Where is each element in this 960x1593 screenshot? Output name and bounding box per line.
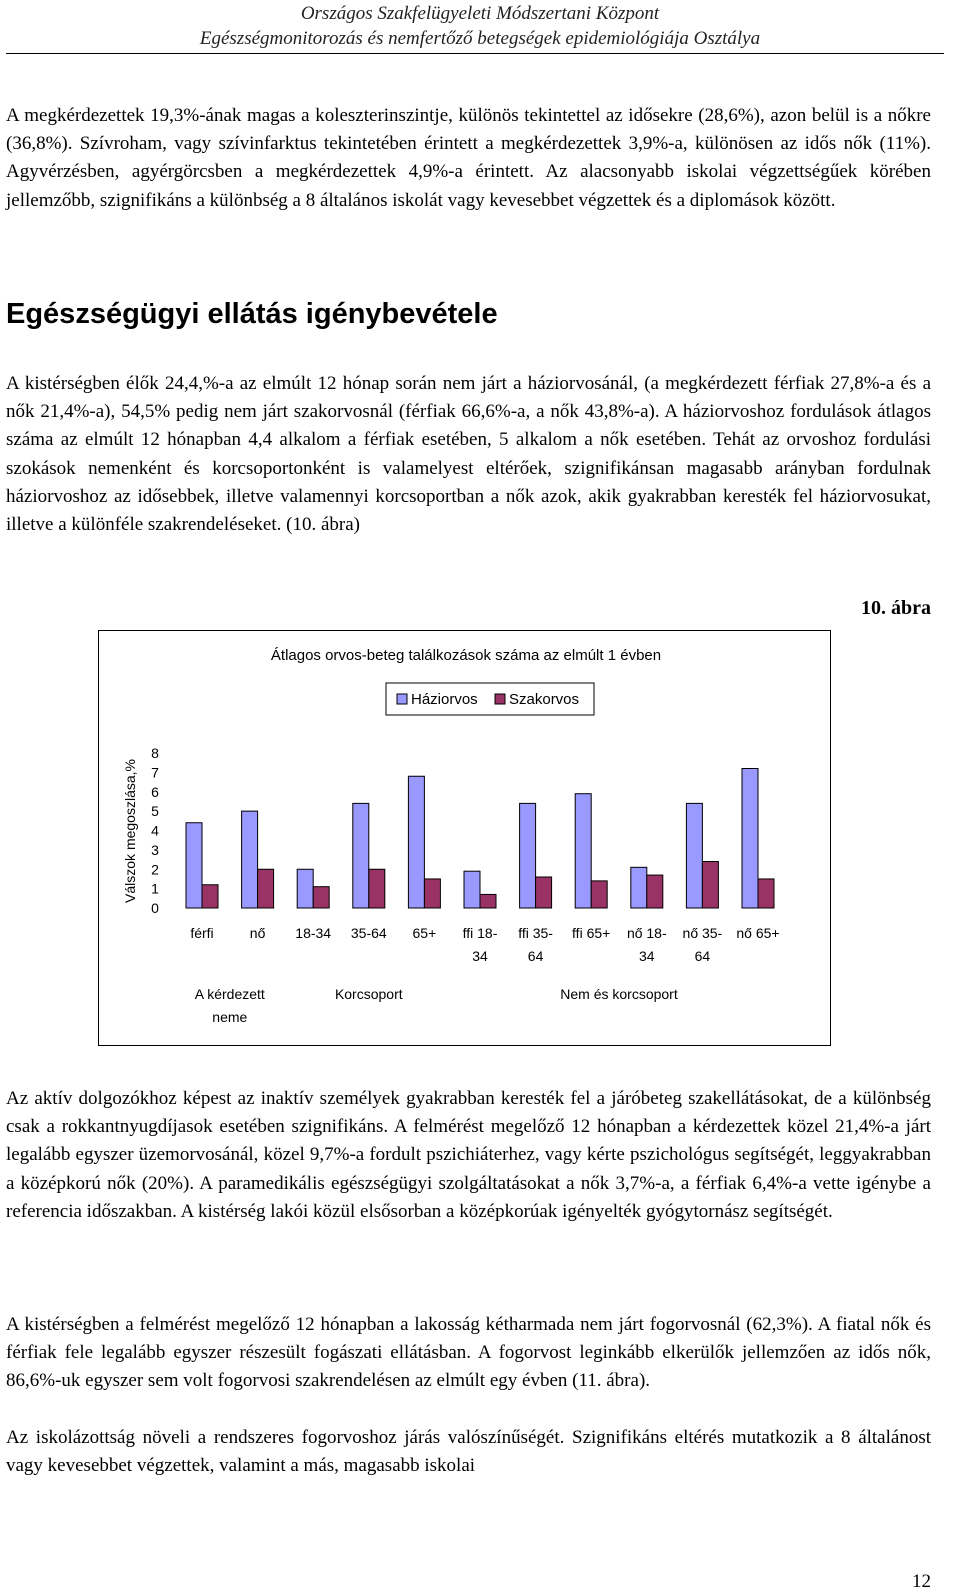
y-axis-label: Válszok megoszlása,% [122, 759, 138, 903]
x-category-label: ffi 18- [462, 925, 498, 941]
paragraph-outpatient: Az aktív dolgozókhoz képest az inaktív személyek gyakrabban keresték fel a járóbeteg szakellátásokat, de a különbség csak a rokkantnyugdíjasok esetében szignifikáns. A felmérést megelőző 12 hónapban a kérdezettek közel 21,4%-a járt legalább egyszer üzemorvosánál, közel 9,7%-a fordult pszichiáterhez, vagy kérte pszichológus segítségét, leggyakrabban a középkorú nők (20%). A paramedikális egészségügyi szolgáltatásokat a nők 3,7%-a, a férfiak 6,4%-a vette igénybe a referencia időszakban. A kistérség lakói közül elsősorban a középkorúak igényelték gyógytornász segítségét. [6, 1088, 931, 1222]
bar-szakorvos [258, 869, 274, 908]
bar-haziorvos [186, 823, 202, 908]
bar-szakorvos [424, 879, 440, 908]
bar-szakorvos [369, 869, 385, 908]
y-tick-label: 8 [151, 745, 159, 761]
x-category-label: nő [249, 925, 266, 941]
bar-haziorvos [631, 867, 647, 908]
x-category-label: nő 35- [682, 925, 723, 941]
y-tick-label: 7 [151, 764, 159, 781]
bar-haziorvos [408, 776, 424, 908]
legend-swatch-2 [495, 694, 505, 704]
header-department: Egészségmonitorozás és nemfertőző betegségek epidemiológiája Osztálya [199, 28, 761, 49]
x-category-label: 34 [472, 948, 488, 964]
chart-title: Átlagos orvos-beteg találkozások száma az elmúlt 1 évben [270, 647, 662, 664]
y-tick-label: 6 [151, 783, 159, 800]
x-group-label: A kérdezett [194, 986, 265, 1002]
bar-szakorvos [202, 885, 218, 908]
paragraph-education: Az iskolázottság növeli a rendszeres fogorvoshoz járás valószínűségét. Szignifikáns eltérés mutatkozik a 8 általánost vagy kevesebbet végzettek, valamint a más, magasabb iskolai [6, 1427, 931, 1477]
bar-szakorvos [536, 877, 552, 908]
paragraph-healthcare-use: A kistérségben élők 24,4,%-a az elmúlt 12 hónap során nem járt a háziorvosánál, (a megkérdezett férfiak 27,8%-a és a nők 21,4%-a), 54,5% pedig nem járt szakorvosnál (férfiak 66,6%-a, a nők 43,8%-a). A háziorvoshoz fordulások átlagos száma az elmúlt 12 hónapban 4,4 alkalom a férfiak esetében, 5 alkalom a nők esetében. Tehát az orvoshoz fordulási szokások nemenként és korcsoportonként is valamelyest eltérőek, szignifikánsan magasabb arányban fordulnak háziorvoshoz az idősebbek, illetve valamennyi korcsoportban a nők azok, akik gyakrabban keresték fel háziorvosukat, illetve a különféle szakrendeléseket. (10. ábra) [6, 373, 931, 536]
x-category-label: ffi 35- [518, 925, 553, 941]
y-tick-label: 3 [151, 841, 159, 858]
header-rule [6, 53, 944, 54]
x-category-label: 64 [527, 948, 544, 964]
figure-label: 10. ábra [861, 597, 931, 619]
x-group-label: neme [212, 1009, 248, 1025]
x-group-label: Korcsoport [334, 986, 403, 1002]
bar-szakorvos [647, 875, 663, 908]
bar-haziorvos [520, 803, 536, 908]
bar-haziorvos [686, 803, 702, 908]
bar-szakorvos [758, 879, 774, 908]
bar-haziorvos [742, 769, 758, 909]
x-category-label: ffi 65+ [572, 925, 611, 941]
legend-swatch-1 [397, 694, 407, 704]
bar-haziorvos [297, 869, 313, 908]
header-institution: Országos Szakfelügyeleti Módszertani Központ [300, 3, 660, 24]
y-tick-label: 4 [151, 822, 159, 839]
bar-haziorvos [242, 811, 258, 908]
y-tick-label: 2 [151, 861, 159, 878]
paragraph-cholesterol: A megkérdezettek 19,3%-ának magas a koleszterinszintje, különös tekintettel az idősekre (28,6%), azon belül is a nőkre (36,8%). Szívroham, vagy szívinfarktus tekintetében érintett a megkérdezettek 3,9%-a, különösen az idős nők (11%). Agyvérzésben, agyérgörcsben a megkérdezettek 4,9%-a érintett. Az alacsonyabb iskolai végzettségűek körében jellemzőbb, szignifikáns a különbség a 8 általános iskolát vagy kevesebbet végzettek és a diplomások között. [6, 105, 931, 211]
section-heading: Egészségügyi ellátás igénybevétele [6, 298, 498, 330]
bar-szakorvos [591, 881, 607, 908]
x-category-label: 65+ [412, 925, 437, 941]
bar-haziorvos [575, 794, 591, 908]
chart-frame [98, 630, 831, 1046]
bar-szakorvos [480, 894, 496, 908]
legend-label-1: Háziorvos [411, 691, 478, 708]
x-category-label: nő 18- [626, 925, 667, 941]
x-group-label: Nem és korcsoport [560, 986, 678, 1002]
x-category-label: 64 [694, 948, 711, 964]
x-category-label: 34 [639, 948, 655, 964]
x-category-label: 18-34 [295, 925, 332, 941]
bar-szakorvos [702, 862, 718, 909]
x-category-label: nő 65+ [736, 925, 780, 941]
legend-label-2: Szakorvos [509, 691, 580, 708]
y-tick-label: 5 [151, 803, 159, 820]
bar-haziorvos [464, 871, 480, 908]
page-number: 12 [912, 1571, 931, 1592]
bar-chart [99, 631, 832, 1047]
y-tick-label: 0 [151, 900, 159, 916]
bar-szakorvos [313, 887, 329, 908]
paragraph-dentist: A kistérségben a felmérést megelőző 12 hónapban a lakosság kétharmada nem járt fogorvosnál (62,3%). A fiatal nők és férfiak fele legalább egyszer részesült fogászati ellátásban. A fogorvost leginkább elkerülők jellemzően az idős nők, 86,6%-uk egyszer sem volt fogorvosi szakrendelésen az elmúlt egy évben (11. ábra). [6, 1314, 931, 1392]
y-tick-label: 1 [151, 880, 159, 897]
bar-haziorvos [353, 803, 369, 908]
x-category-label: férfi [190, 925, 214, 941]
x-category-label: 35-64 [350, 925, 387, 941]
